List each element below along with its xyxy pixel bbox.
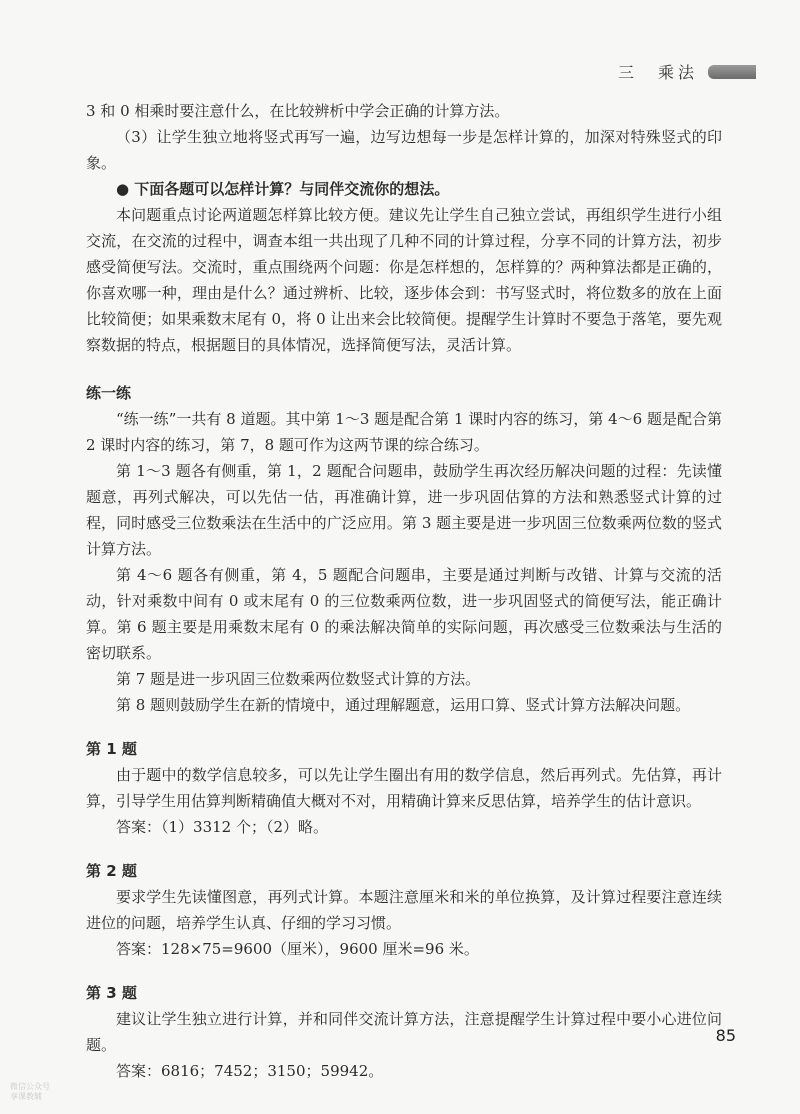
paragraph: 第 1～3 题各有侧重，第 1，2 题配合问题串，鼓励学生再次经历解决问题的过程：先读懂题意，再列式解决，可以先估一估，再准确计算，进一步巩固估算的方法和熟悉竖式计算的过程，同时感受三位数乘法在生活中的广泛应用。第 3 题主要是进一步巩固三位数乘两位数的竖式计算方法。 xyxy=(86,462,722,558)
page-number: 85 xyxy=(715,1026,736,1045)
section-title-q1: 第 1 题 xyxy=(86,740,137,758)
paragraph: 第 8 题则鼓励学生在新的情境中，通过理解题意，运用口算、竖式计算方法解决问题。 xyxy=(116,696,691,714)
page-content xyxy=(86,98,722,1084)
section-title-q3: 第 3 题 xyxy=(86,984,137,1002)
chapter-title: 三 乘法 xyxy=(617,63,698,82)
paragraph: 要求学生先读懂图意，再列式计算。本题注意厘米和米的单位换算，及计算过程要注意连续进位的问题，培养学生认真、仔细的学习习惯。 xyxy=(86,888,722,932)
answer: 答案：（1）3312 个；（2）略。 xyxy=(116,818,329,836)
watermark xyxy=(10,1082,50,1102)
page-header xyxy=(618,60,756,83)
answer: 答案：128×75=9600（厘米），9600 厘米=96 米。 xyxy=(116,940,479,958)
section-title-practice: 练一练 xyxy=(86,384,132,402)
question-heading: ● 下面各题可以怎样计算？与同伴交流你的想法。 xyxy=(116,180,450,198)
chapter-tab-marker xyxy=(708,65,756,79)
paragraph: 由于题中的数学信息较多，可以先让学生圈出有用的数学信息，然后再列式。先估算，再计算，引导学生用估算判断精确值大概对不对，用精确计算来反思估算，培养学生的估计意识。 xyxy=(86,766,722,810)
watermark-line: 微信公众号 xyxy=(10,1082,50,1091)
paragraph: 第 7 题是进一步巩固三位数乘两位数竖式计算的方法。 xyxy=(116,670,481,688)
paragraph: （3）让学生独立地将竖式再写一遍，边写边想每一步是怎样计算的，加深对特殊竖式的印象。 xyxy=(86,128,722,172)
paragraph: “练一练”一共有 8 道题。其中第 1～3 题是配合第 1 课时内容的练习，第 4～6 题是配合第 2 课时内容的练习，第 7，8 题可作为这两节课的综合练习。 xyxy=(86,410,722,454)
paragraph: 第 4～6 题各有侧重，第 4，5 题配合问题串，主要是通过判断与改错、计算与交流的活动，针对乘数中间有 0 或末尾有 0 的三位数乘两位数，进一步巩固竖式的简便写法，能正确计算。第 6 题主要是用乘数末尾有 0 的乘法解决简单的实际问题，再次感受三位数乘法与生活的密切联系。 xyxy=(86,566,722,662)
paragraph: 本问题重点讨论两道题怎样算比较方便。建议先让学生自己独立尝试，再组织学生进行小组交流，在交流的过程中，调查本组一共出现了几种不同的计算过程，分享不同的计算方法，初步感受简便写法。交流时，重点围绕两个问题：你是怎样想的，怎样算的？两种算法都是正确的，你喜欢哪一种，理由是什么？通过辨析、比较，逐步体会到：书写竖式时，将位数多的放在上面比较简便；如果乘数末尾有 0，将 0 让出来会比较简便。提醒学生计算时不要急于落笔，要先观察数据的特点，根据题目的具体情况，选择简便写法，灵活计算。 xyxy=(86,206,722,354)
paragraph: 3 和 0 相乘时要注意什么，在比较辨析中学会正确的计算方法。 xyxy=(86,102,510,120)
paragraph: 建议让学生独立进行计算，并和同伴交流计算方法，注意提醒学生计算过程中要小心进位问题。 xyxy=(86,1010,722,1054)
section-title-q2: 第 2 题 xyxy=(86,862,137,880)
watermark-line: 享课教辅 xyxy=(10,1092,42,1101)
answer: 答案：6816；7452；3150；59942。 xyxy=(116,1062,384,1080)
